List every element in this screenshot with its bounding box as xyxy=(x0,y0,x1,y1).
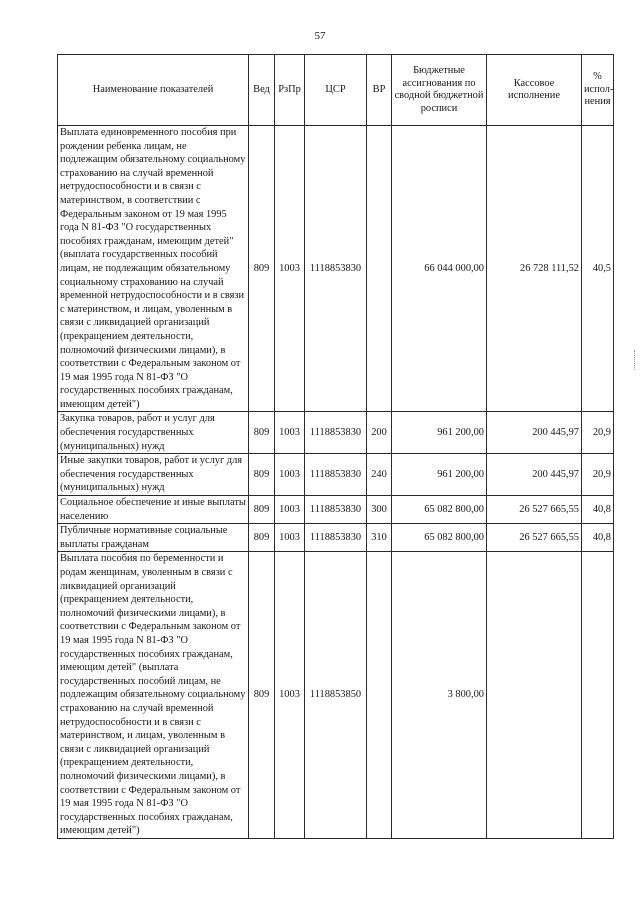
header-pct: % испол-нения xyxy=(582,55,614,126)
row-ved: 809 xyxy=(249,552,275,838)
row-ved: 809 xyxy=(249,496,275,524)
row-csr: 1118853830 xyxy=(305,126,367,412)
row-budget: 961 200,00 xyxy=(392,454,487,496)
budget-execution-table xyxy=(57,54,614,839)
row-name: Выплата пособия по беременности и родам женщинам, уволенным в связи с ликвидацией организаций (прекращением деятельности, полномочий физическими лицами), в соответствии с Федеральным законом от 19 мая 1995 года N 81-ФЗ "О государственных пособиях гражданам, имеющим детей" (выплата государственных пособий лицам, не подлежащим обязательному социальному страхованию на случай временной нетрудоспособности и в связи с материнством, и лицам, уволенным в связи с ликвидацией организаций (прекращением деятельности, полномочий физическими лицами), в соответствии с Федеральным законом от 19 мая 1995 года N 81-ФЗ "О государственных пособиях гражданам, имеющим детей") xyxy=(58,552,249,838)
header-vr: ВР xyxy=(367,55,392,126)
row-rzpr: 1003 xyxy=(275,454,305,496)
row-pct: 20,9 xyxy=(582,454,614,496)
header-rzpr: РзПр xyxy=(275,55,305,126)
row-pct: 40,8 xyxy=(582,496,614,524)
row-budget: 961 200,00 xyxy=(392,412,487,454)
header-name: Наименование показателей xyxy=(58,55,249,126)
scan-margin-mark xyxy=(634,350,638,370)
row-cash xyxy=(487,552,582,838)
row-name: Закупка товаров, работ и услуг для обеспечения государственных (муниципальных) нужд xyxy=(58,412,249,454)
table-header-row xyxy=(58,55,614,126)
header-ved: Вед xyxy=(249,55,275,126)
row-pct xyxy=(582,552,614,838)
row-ved: 809 xyxy=(249,454,275,496)
row-cash: 200 445,97 xyxy=(487,454,582,496)
row-vr: 240 xyxy=(367,454,392,496)
row-name: Публичные нормативные социальные выплаты гражданам xyxy=(58,524,249,552)
row-budget: 3 800,00 xyxy=(392,552,487,838)
table-row xyxy=(58,552,614,838)
row-cash: 26 728 111,52 xyxy=(487,126,582,412)
row-vr xyxy=(367,126,392,412)
row-budget: 66 044 000,00 xyxy=(392,126,487,412)
header-cash: Кассовое исполнение xyxy=(487,55,582,126)
row-rzpr: 1003 xyxy=(275,524,305,552)
row-pct: 40,5 xyxy=(582,126,614,412)
row-budget: 65 082 800,00 xyxy=(392,524,487,552)
row-budget: 65 082 800,00 xyxy=(392,496,487,524)
row-vr: 310 xyxy=(367,524,392,552)
row-cash: 200 445,97 xyxy=(487,412,582,454)
row-ved: 809 xyxy=(249,126,275,412)
table-row xyxy=(58,524,614,552)
row-csr: 1118853830 xyxy=(305,454,367,496)
row-vr: 200 xyxy=(367,412,392,454)
row-rzpr: 1003 xyxy=(275,496,305,524)
row-name: Социальное обеспечение и иные выплаты населению xyxy=(58,496,249,524)
row-cash: 26 527 665,55 xyxy=(487,496,582,524)
row-rzpr: 1003 xyxy=(275,126,305,412)
page-number: 57 xyxy=(314,30,326,42)
table-row xyxy=(58,454,614,496)
row-ved: 809 xyxy=(249,524,275,552)
row-name: Выплата единовременного пособия при рождении ребенка лицам, не подлежащим обязательному социальному страхованию на случай временной нетрудоспособности и в связи с материнством, в соответствии с Федеральным законом от 19 мая 1995 года N 81-ФЗ "О государственных пособиях гражданам, имеющим детей" (выплата государственных пособий лицам, не подлежащим обязательному социальному страхованию на случай временной нетрудоспособности и в связи с материнством, и лицам, уволенным в связи с ликвидацией организаций (прекращением деятельности, полномочий физическими лицами), в соответствии с Федеральным законом от 19 мая 1995 года N 81-ФЗ "О государственных пособиях гражданам, имеющим детей") xyxy=(58,126,249,412)
row-ved: 809 xyxy=(249,412,275,454)
header-csr: ЦСР xyxy=(305,55,367,126)
row-vr xyxy=(367,552,392,838)
table-row xyxy=(58,126,614,412)
header-budget: Бюджетные ассигнования по сводной бюджетной росписи xyxy=(392,55,487,126)
row-csr: 1118853830 xyxy=(305,412,367,454)
row-pct: 40,8 xyxy=(582,524,614,552)
row-csr: 1118853850 xyxy=(305,552,367,838)
table-row xyxy=(58,412,614,454)
row-rzpr: 1003 xyxy=(275,552,305,838)
row-cash: 26 527 665,55 xyxy=(487,524,582,552)
row-pct: 20,9 xyxy=(582,412,614,454)
row-csr: 1118853830 xyxy=(305,524,367,552)
row-csr: 1118853830 xyxy=(305,496,367,524)
row-vr: 300 xyxy=(367,496,392,524)
row-name: Иные закупки товаров, работ и услуг для обеспечения государственных (муниципальных) нужд xyxy=(58,454,249,496)
table-row xyxy=(58,496,614,524)
row-rzpr: 1003 xyxy=(275,412,305,454)
